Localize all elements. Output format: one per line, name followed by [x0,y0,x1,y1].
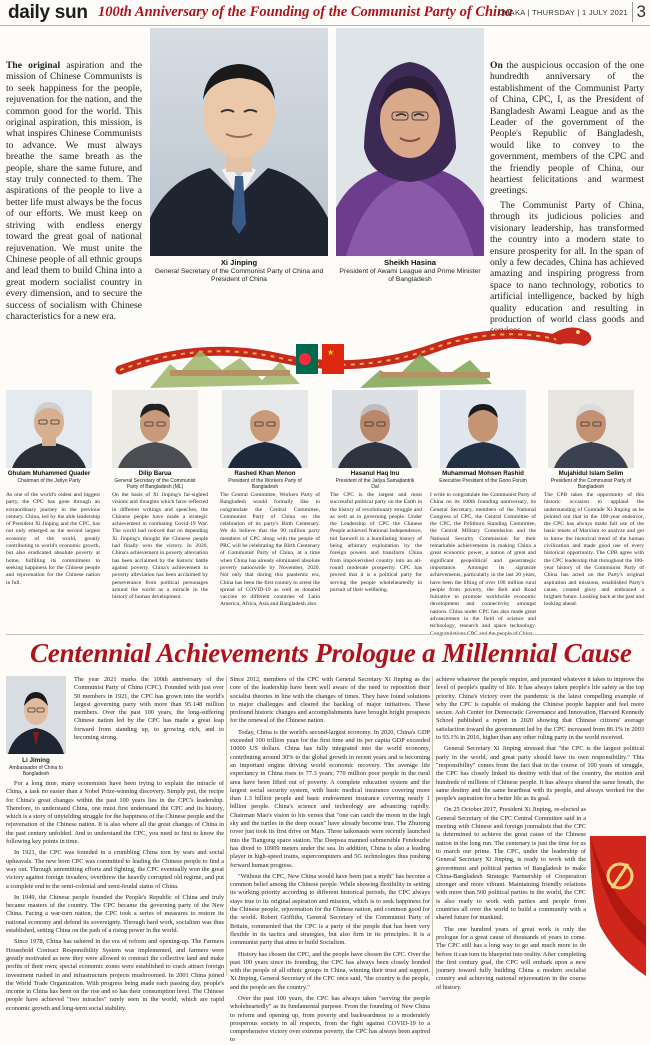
menon-portrait-icon [222,390,308,468]
hasina-message-column [490,60,644,337]
xi-message-text [6,60,142,322]
quader-portrait-icon [6,390,92,468]
dilip-barua-photo [112,390,198,468]
xi-title-caption: General Secretary of the Communist Party of China and President of China [154,268,324,284]
hasina-title-caption: President of Awami League and Prime Minister of Bangladesh [339,268,481,284]
sheikh-hasina-photo [336,28,484,256]
selim-photo [548,390,634,468]
feature-c2-p4: History has chosen the CPC, and the people have chosen the CPC. Over the past 100 years since its founding, the CPC has always been closely bonded with the people of all ethnic groups in China, winning their trust and support. Xi Jinping, General Secretary of the CPC once said, "the country is the people, and the people are the country." [230,950,430,991]
selim-portrait-icon [548,390,634,468]
li-jiming-photo [6,676,66,754]
inu-name: Hasanul Haq Inu [350,470,400,477]
party-flag-icon [586,836,646,976]
xi-jinping-photo [150,28,328,256]
mohsen-rashid-portrait-icon [440,390,526,468]
xi-message-column [6,60,143,322]
feature-c3-p4: The one hundred years of great work is only the prologue for a great cause of thousands of years to come. The CPC still has a long way to go and much more to do before it can turn its blueprint into reality. After completing the first century goal, the CPC will embark upon a new journey toward fully building China a modern socialist country and achieving national rejuvenation in the course of history. [436,925,586,991]
column-rule-1 [226,676,227,976]
feature-headline: Centennial Achievements Prologue a Millennial Cause [30,638,632,668]
page-number: 3 [632,2,646,22]
feature-c1-p2: For a long time, many economists have been trying to explain the miracle of China, a task no easier than a Nobel Prize-winning discovery. Simply put, the recipe for China's great changes within the past 100 years lies in the CPC's leadership. Therefore, to understand China, one must first understand the CPC and its history, which is a story of unyielding struggle for the happiness of the Chinese people and the rejuvenation of the Chinese nation. It is also where all the great changes of China in the past century unfolded. And to understand the CPC, you need to first to know the following key points in time. [6,780,224,846]
xi-message-body: aspiration and the mission of Chinese Communists is to seek happiness for the people, rejuvenation for the nation, and the common good for the world. This original aspiration, this mission, is what inspires Chinese Communists to advance. We must always breathe the same breath as the people, share the same future, and stay truly connected to them. The aspirations of the people to live a better life must always be the focus of our efforts. We must keep on striving with endless energy toward the great goal of national rejuvenation. We must unite the Chinese people of all ethnic groups and lead them to build China into a great modern socialist country in every dimension, and to secure the success of socialism with Chinese characteristics for a new era. [6,60,143,322]
feature-c2-p1: Since 2012, members of the CPC with General Secretary Xi Jinping as the core of the leadership have been well aware of the need to reposition their socialist theories in line with the changes of times. They have found solutions to major challenges and cleared the backlog of major initiatives. These profound historic changes and accomplishments have brought bright prospects for the renewal of the Chinese nation. [230,676,430,725]
dateline: DHAKA | THURSDAY | 1 JULY 2021 [498,8,628,17]
decorative-band-icon [0,300,650,388]
inu-message: The CPC is the largest and most successful political party on the Earth in the history of revolutionary struggle and as well as in governing people. Under the Leadership of CPC the Chinese People achieved National Independence, bid farewell to a humiliating history of being arbitrary exploitation by the foreign powers and transform China from impoverished country into an all-round moderate prosperity. CPC has proved that it is a political party for serving the people wholeheartedly in pursuit of their wellbeing. [330,492,422,593]
li-jiming-portrait-icon [6,676,66,754]
selim-name: Mujahidul Islam Selim [558,470,624,477]
menon-role: President of the Workers Party of Bangladesh [228,478,302,491]
feature-c2-p5: Over the past 100 years, the CPC has always taken "serving the people wholeheartedly" as its fundamental purpose. From the founding of New China to reform and opening up, from poverty and backwardness to a moderately prosperous society in all respects, from the fight against COVID-19 to a comprehensive victory over extreme poverty, the CPC has always been aspired to [230,994,430,1044]
quader-role: Chairman of the Jatiyo Party [17,478,81,484]
feature-c2-p2: Today, China is the world's second-largest economy. In 2020, China's GDP exceeded 100 trillion yuan for the first time and its per capita GDP exceeded 10000 US dollars. China has fully integrated into the world economy, contributing around 30% to the global growth in recent years and is becoming an important engine driving world economic recovery. The average life expectancy in China rises to 77.3 years; 770 million poor people in the rural area have been lifted out of poverty. A complete education system and the largest social security system, with basic medical insurance covering more than 1.3 billion people and basic endowment insurance covering nearly 1 billion people. China's science and technology are advancing rapidly. Chairman Mao's vision to his verses that "one can catch the moon in the high sky and the turtles in the deep ocean" have already become true. The Zhurong rover just took its first drive on Mars. Three taikonauts were recently launched into the Tiangong space station. The Deepsea manned submersible Fendouzhe has dived to 10909 meters under the sea. In addition, China is also a leading player in high-speed trains, supercomputers and 5G technologies thus pushing forward human progress. [230,728,430,869]
feature-column-2 [230,676,430,1044]
dilip-barua-portrait-icon [112,390,198,468]
inu-portrait-icon [332,390,418,468]
li-jiming-name: Li Jiming [22,757,50,764]
section-divider [6,634,644,635]
xi-jinping-portrait-icon [150,28,328,256]
dilip-barua-message: On the basis of Xi Jinping's far-sighted visions and thoughts which have reflected in different writings and speeches, the Chinese people have made a strategic achievement in combating Covid-19 War. The world had noticed that on depending Xi Jinping's thought the Chinese people had finally won the victory. In 2020, China's achievement in poverty alleviation has been acclaimed by the historic battle against poverty. China's achievement in poverty alleviation has been acclaimed by perseverance from political personages around the world as a miracle in the history of human development. [112,492,208,601]
feature-column-1-continued [6,780,224,1012]
selim-message: The CPB takes the opportunity of this historic occasion to applaud the understanding of Comrade Xi Jinping as he pointed out that in the 100-year endeavor, the CPC has always made full use of the basic tenets of Marxism to analyze and get to know the historical trend of the human civilization and made good use of every historical opportunity. The CPB agree with the CPC leadership that throughout the 100-year history of the Communist Party of China has acted on the Party's original aspiration and missions, established Party's cause, created glory and embraced a brighter future. Looking back at the past and looking ahead. [544,492,644,608]
quader-message: As one of the world's oldest and biggest party, the CPC has gone through an extraordinary journey in the previous century. China, led by the able leadership of President Xi Jinping and the CPC, has not only emerged as the second largest economy of the world, greatly contributing to world's economic growth, but also eradicated absolute poverty at home, fulfilling its commitment to seeking happiness for the Chinese people and rejuvenation for the Chinese nation in full. [6,492,100,586]
page-banner-title: 100th Anniversary of the Founding of the Communist Party of China [98,4,513,20]
dilip-barua-role: General Secretary of the Communist Party of Bangladesh (ML) [114,478,196,491]
feature-c1-p3: In 1921, the CPC was founded in a crumbling China torn by wars and social upheavals. The new born CPC was committed to leading the Chinese people to find a way out. Through unremitting efforts and fighting, the CPC eventually won the great victory against foreign invaders, overthrew the heavily corrupted old regime, and put a complete end to the semi-colonial and semi-feudal status of China. [6,849,224,890]
hasina-message-paragraph-2: The Communist Party of China, through its judicious policies and visionary leadership, has transformed the country into a modern state to ensure prosperity for all. In the span of only a few decades, China has achieved amazing and inspiring progress from space to nano technology, robotics to artificial intelligence, backed by high quality education and resulting in production of world class goods and services. [490,199,644,337]
svg-text:★: ★ [327,348,335,357]
inu-role: President of the Jatiya Samajtantrik Dal [335,478,415,491]
xi-name-caption: Xi Jinping [220,258,258,267]
xi-message-lead-word: The original [6,60,61,71]
menon-photo [222,390,308,468]
hasina-name-caption: Sheikh Hasina [384,258,436,267]
column-rule-2 [432,676,433,976]
mohsen-rashid-name: Muhammad Mohsen Rashid [442,470,524,477]
feature-c1-p4: In 1949, the Chinese people founded the People's Republic of China and truly became masters of the country. The CPC became the governing party of the New China. Facing a war-torn nation, the CPC took a series of measures to restore its national economy and defend its sovereignty. Through hard work, socialism was thus established, setting China on the path of a rising power in the world. [6,893,224,935]
feature-c3-p1: achieve whatever the people require, and pursued whatever it takes to improve the level of people's quality of life. It has always taken people's life safety as the top priority. China's victory over the pandemic is the latest compelling example of why the CPC is capable of making the Chinese people happier and feel more secure. Ash Center for Democratic Governance and Innovation, Harvard Kennedy School published a report in 2020 showing that Chinese citizens' average satisfaction toward the government led by the CPC increased from 86.1% in 2003 to 93.1% in 2016, higher than any other ruling party in the world received. [436,676,644,742]
quader-name: Ghulam Muhammed Quader [7,470,91,477]
hasina-message-body: the auspicious occasion of the one hundredth anniversary of the establishment of the Communist Party of China, CPC, I, as the President of Bangladesh Awami League and as the Leader of the government of the People's Republic of Bangladesh, would like to convey to the government, members of the CPC and the friendly people of China, our heartiest felicitations and warmest greetings. [490,60,644,197]
li-jiming-role: Ambassador of China to Bangladesh [9,765,63,777]
mohsen-rashid-role: Executive President of the Gono Forum [439,478,527,484]
dilip-barua-name: Dilip Barua [138,470,172,477]
feature-c3-p2: General Secretary Xi Jinping stressed that "the CPC is the largest political party in the world, and great party should have its own responsibility." This "responsibility" comes from the fact that in the course of 100 years of struggle, the CPC has closely linked its destiny with that of the country, the motion and hundreds of millions of Chinese people. It has always shared the same breath, the same destiny and the same heartbeat with its people, and always worked for the people's aspiration for a better life as its goal. [436,745,644,803]
newspaper-logo: daily sun [8,2,88,23]
selim-role: President of the Communist Party of Bangladesh [550,478,632,491]
mohsen-rashid-message: I write to congratulate the Communist Party of China on its 100th founding anniversary, its General Secretary, members of the National Congress of CPC, the Central Committee of the CPC, the Politburo Standing Committee, the Central Military Commission and the National Security Commission for their remarkable achievements in making China a great economic power, a nation of great and significant geopolitical and geostrategic importance. Amongst its signature achievements, particularly in the last 20 years, have been the lifting of over 100 million rural people from poverty, the Belt and Road Initiative to promote worldwide economic development and connectivity amongst nations. China under CPC has also made great advancement in the field of science and technology, research and space technology. [430,492,536,630]
sheikh-hasina-portrait-icon [336,28,484,256]
hasina-message-paragraph-1 [490,60,644,197]
masthead [0,0,650,26]
feature-c3-p3: On 25 October 2017, President Xi Jinping, re-elected as General Secretary of the CPC Central Committee said in a meeting with Chinese and foreign journalists that the CPC is determined to achieve the great cause of the Chinese nation in the long run. The centenary is just the time for us to march our prime. The CPC, under the leadership of General Secretary Xi Jinping, is ready to work with the government and political parties of Bangladesh to make China-Bangladesh Strategic Partnership of Cooperation stronger and more vibrant. Maintaining friendly relations with more than 560 political parties in the world, the CPC is also ready to work with parties and people from countries all over the world to build a community with a shared future for mankind. [436,806,586,922]
inu-photo [332,390,418,468]
hasina-message-lead-word: On [490,60,503,71]
feature-c1-p1: The year 2021 marks the 100th anniversary of the Communist Party of China (CPC). Founded with just over 50 members in 1921, the CPC has grown into the world's largest governing party with more than 95.148 million members. Over the past 100 years, the long-suffering Chinese nation led by the CPC has made a great leap forward from standing up, to growing rich, and to becoming strong. [74,676,224,742]
feature-c1-p5: Since 1978, China has ushered in the era of reform and opening-up. The Farmers Household Contract Responsibility System was implemented, and farmers were greatly motivated as now they were allowed to contract the collective land and make profits of their own; special economic zones were established to crack attract foreign investment rushed in and infrastructure projects mushroomed. In 2001 China joined the World Trade Organization. With progress being made each passing day, people's income in China has been on the rise and so has their consumption level. The Chinese people have achieved "two miracles" rarely seen in the world, which are rapid economic growth and long-term social stability. [6,938,224,1012]
menon-name: Rashed Khan Menon [234,470,296,477]
menon-message: The Central Committee, Workers Party of Bangladesh would formally like to congratulate the Central Committee, Communist Party of China on the celebration of its party's Birth Centenary. We do believe that the 90 million party members of CPC along with the people of PRC will be celebrating the Birth Centenary of Communist Party of China, at a time when China has already eliminated absolute poverty nationwide by November, 2020. Not only that during this pandemic era, China has been the first country to arrest the spread of COVID-19 as well as donated vaccine to different countries of Latin America, Africa, Asia and Bangladesh also. [220,492,320,608]
mohsen-rashid-photo [440,390,526,468]
quader-photo [6,390,92,468]
feature-c2-p3: "Without the CPC, New China would have been just a myth" has become a common belief among the Chinese people. While showing flexibility in setting its working priority according to different historical periods, the CPC always stays true to its original aspiration and mission, which is to seek happiness for the Chinese people, rejuvenation for the Chinese nation, and common good for the world. Robert Griffiths, General Secretary of the Communist Party of Britain, commented that the CPC is a party of the people that has been very flexible in its tactics and strategies, but also firm in its principles. It is a communist party that aims to build Socialism. [230,872,430,947]
